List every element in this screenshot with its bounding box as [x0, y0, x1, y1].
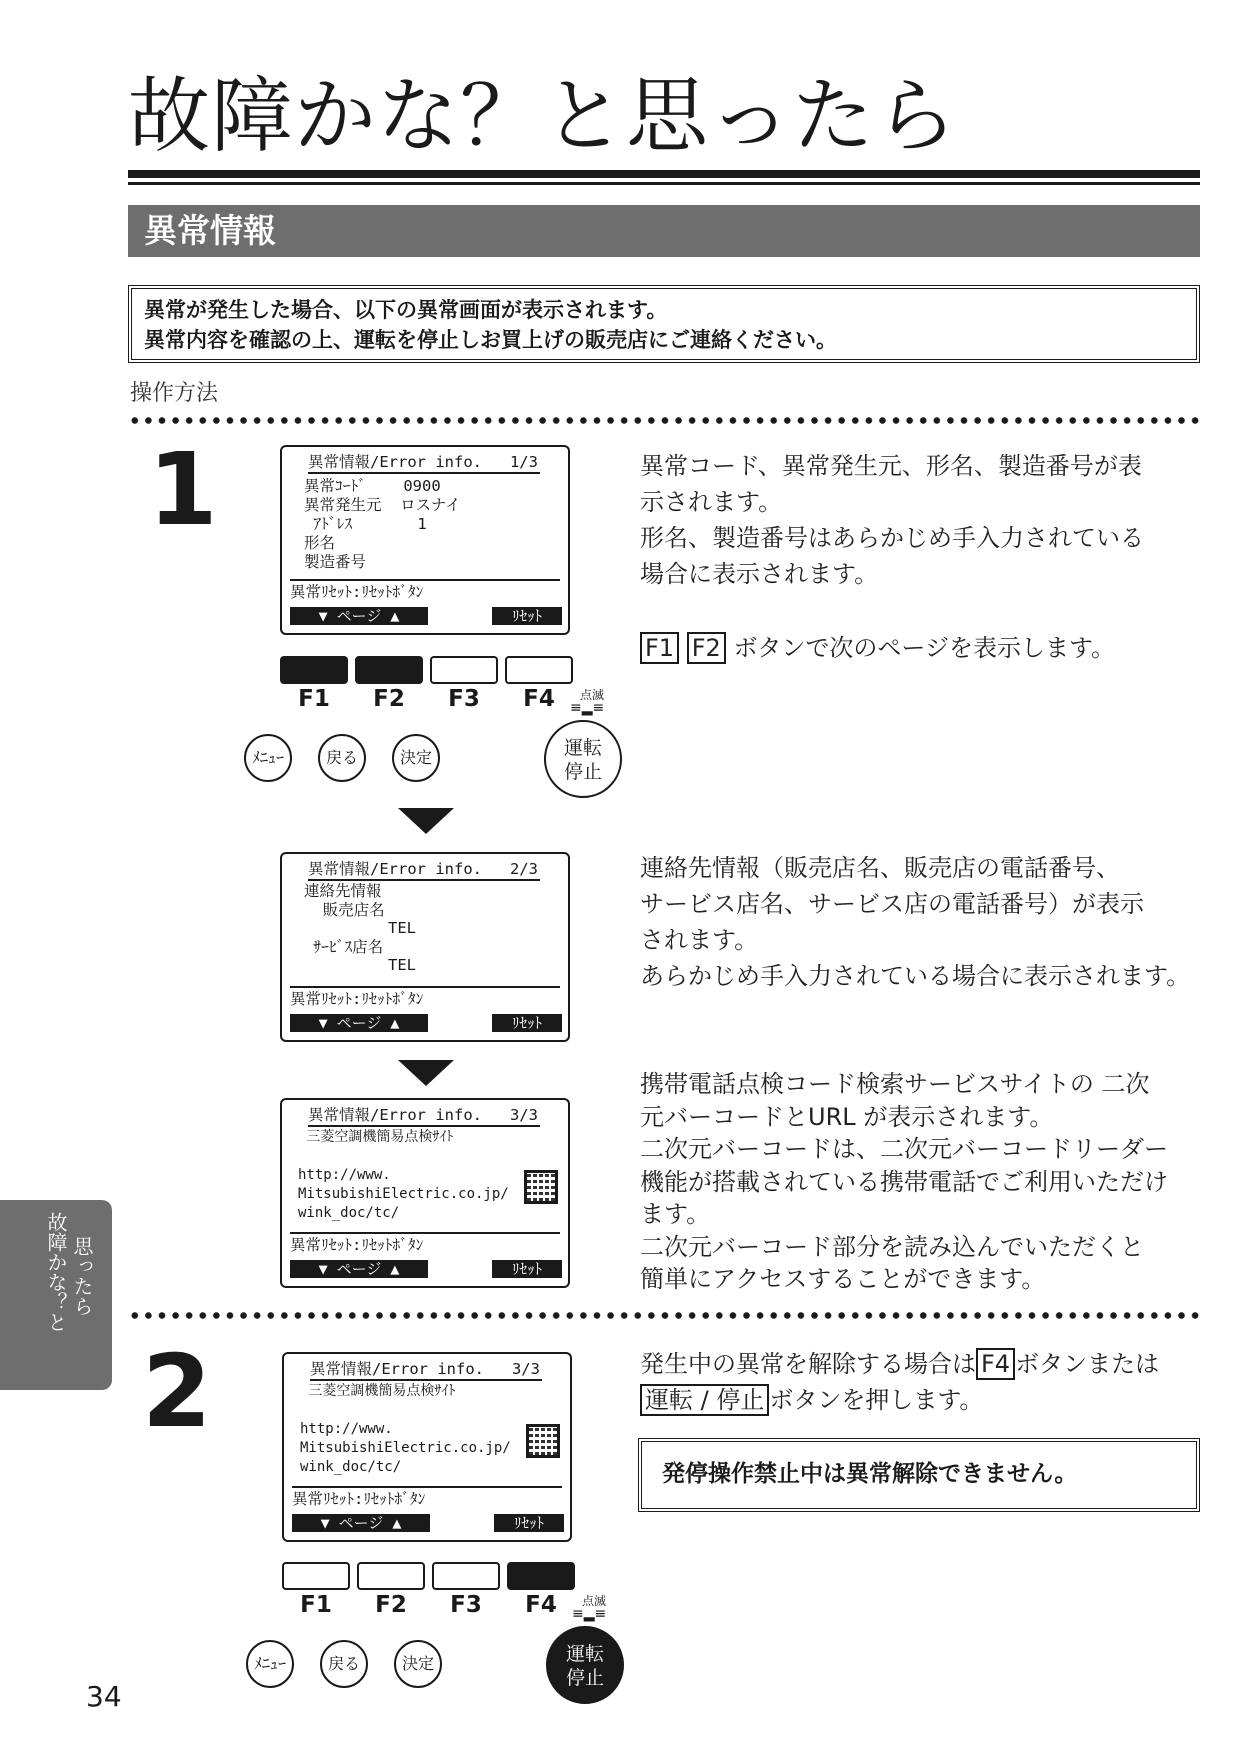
dotted-divider [128, 417, 1200, 424]
lcd-footer: 異常ﾘｾｯﾄ:ﾘｾｯﾄﾎﾞﾀﾝ [290, 986, 560, 1009]
enter-button[interactable]: 決定 [394, 1640, 442, 1688]
f3-label: F3 [450, 1592, 482, 1618]
stop-label: 停止 [563, 761, 602, 783]
lcd-body: 三菱空調機簡易点検ｻｲﾄ http://www. MitsubishiElectric.co.jp/ wink_doc/tc/ [300, 1383, 511, 1475]
lcd-page-button[interactable]: ▼ ページ ▲ [292, 1514, 430, 1532]
notice-box [128, 285, 1200, 363]
f4-key[interactable] [505, 656, 573, 684]
lcd-header: 異常情報/Error info. 1/3 [308, 453, 540, 474]
desc-line: 二次元バーコード部分を読み込んでいただくと [640, 1232, 1144, 1261]
lcd-footer: 異常ﾘｾｯﾄ:ﾘｾｯﾄﾎﾞﾀﾝ [290, 579, 560, 602]
lcd-body: 異常ｺｰﾄﾞ 0900 異常発生元 ロスナイ ｱﾄﾞﾚｽ 1 形名 製造番号 [304, 477, 461, 571]
f2-label: F2 [375, 1592, 407, 1618]
run-label: 運転 [563, 737, 602, 759]
lcd-body: 三菱空調機簡易点検ｻｲﾄ http://www. MitsubishiElectric.co.jp/ wink_doc/tc/ [298, 1129, 509, 1221]
f1-label: F1 [300, 1592, 332, 1618]
run-stop-button[interactable] [546, 1626, 624, 1704]
step1-desc-1 [640, 448, 1200, 592]
page-number: 34 [86, 1680, 122, 1713]
blink-lamp-icon: ≡▂≡ [572, 1606, 607, 1622]
desc-line: 機能が搭載されている携帯電話でご利用いただけ [640, 1167, 1168, 1196]
blink-label: 点滅 [582, 1594, 607, 1608]
f2-label: F2 [373, 686, 405, 712]
f1-key[interactable] [282, 1562, 350, 1590]
back-button[interactable]: 戻る [320, 1640, 368, 1688]
step1-desc-2 [640, 850, 1210, 994]
desc-line: 元バーコードとURL が表示されます。 [640, 1102, 1054, 1131]
side-tab-line-1: 故障かな？と [44, 1212, 68, 1332]
step2-desc [640, 1346, 1210, 1418]
lcd-header: 異常情報/Error info. 2/3 [308, 860, 540, 881]
side-tab-line-2: 思ったら [70, 1236, 94, 1316]
f1-label: F1 [298, 686, 330, 712]
operation-label: 操作方法 [130, 381, 219, 406]
lcd-screen-4 [282, 1352, 572, 1542]
desc-line: 連絡先情報（販売店名、販売店の電話番号、 [640, 854, 1120, 882]
lcd-page-button[interactable]: ▼ ページ ▲ [290, 1260, 428, 1278]
lcd-screen-1 [280, 445, 570, 635]
stop-label: 停止 [565, 1667, 604, 1689]
f4-key-ref: F4 [976, 1348, 1015, 1380]
title-rule-thin [128, 182, 1200, 185]
lcd-body: 連絡先情報 販売店名 TEL ｻｰﾋﾞｽ店名 TEL [304, 882, 416, 974]
menu-button[interactable]: ﾒﾆｭｰ [246, 1640, 294, 1688]
f2-key[interactable] [357, 1562, 425, 1590]
desc-line [640, 1346, 1210, 1382]
side-index-tab [0, 1200, 112, 1390]
desc-post: ボタンを押します。 [769, 1386, 984, 1414]
step1-desc-keys [640, 630, 1200, 666]
qr-code-icon [524, 1170, 558, 1204]
lcd-header: 異常情報/Error info. 3/3 [310, 1360, 542, 1381]
step-number-1: 1 [148, 431, 218, 548]
desc-line: 簡単にアクセスすることができます。 [640, 1265, 1046, 1293]
lcd-screen-3 [280, 1098, 570, 1288]
f3-key[interactable] [432, 1562, 500, 1590]
qr-code-icon [526, 1424, 560, 1458]
dotted-divider [128, 1312, 1200, 1319]
f4-key[interactable] [507, 1562, 575, 1590]
page-title: 故障かな？と思ったら [128, 69, 959, 164]
desc-mid: ボタンまたは [1015, 1350, 1160, 1378]
run-label: 運転 [565, 1643, 604, 1665]
desc-line: 携帯電話点検コード検索サービスサイトの 二次 [640, 1070, 1150, 1098]
f3-label: F3 [448, 686, 480, 712]
warning-box: 発停操作禁止中は異常解除できません。 [638, 1438, 1200, 1512]
f3-key[interactable] [430, 656, 498, 684]
lcd-reset-button[interactable]: ﾘｾｯﾄ [492, 1260, 562, 1278]
desc-pre: 発生中の異常を解除する場合は [640, 1350, 976, 1378]
lcd-reset-button[interactable]: ﾘｾｯﾄ [492, 607, 562, 625]
lcd-footer: 異常ﾘｾｯﾄ:ﾘｾｯﾄﾎﾞﾀﾝ [292, 1486, 562, 1509]
lcd-page-button[interactable]: ▼ ページ ▲ [290, 607, 428, 625]
blink-label: 点滅 [580, 688, 605, 702]
lcd-header: 異常情報/Error info. 3/3 [308, 1106, 540, 1127]
run-stop-key-ref: 運転 / 停止 [640, 1384, 769, 1416]
desc-keys-text: ボタンで次のページを表示します。 [733, 634, 1116, 662]
notice-line-1: 異常が発生した場合、以下の異常画面が表示されます。 [144, 298, 668, 322]
desc-line: されます。 [640, 926, 759, 954]
desc-line: 場合に表示されます。 [640, 560, 879, 588]
back-button[interactable]: 戻る [318, 734, 366, 782]
step1-desc-3 [640, 1068, 1210, 1296]
desc-line: あらかじめ手入力されている場合に表示されます。 [640, 962, 1191, 990]
f4-label: F4 [525, 1592, 557, 1618]
f1-key-ref: F1 [640, 632, 679, 664]
section-header: 異常情報 [128, 205, 1200, 257]
desc-line: 形名、製造番号はあらかじめ手入力されている [640, 524, 1144, 552]
arrow-down-icon [398, 808, 454, 834]
desc-line: 二次元バーコードは、二次元バーコードリーダー [640, 1135, 1168, 1163]
lcd-reset-button[interactable]: ﾘｾｯﾄ [492, 1014, 562, 1032]
step-number-2: 2 [142, 1333, 212, 1450]
f2-key[interactable] [355, 656, 423, 684]
f1-key[interactable] [280, 656, 348, 684]
run-stop-button[interactable] [544, 720, 622, 798]
desc-line: サービス店名、サービス店の電話番号）が表示 [640, 890, 1144, 918]
lcd-page-button[interactable]: ▼ ページ ▲ [290, 1014, 428, 1032]
f4-label: F4 [523, 686, 555, 712]
lcd-footer: 異常ﾘｾｯﾄ:ﾘｾｯﾄﾎﾞﾀﾝ [290, 1232, 560, 1255]
desc-line: 異常コード、異常発生元、形名、製造番号が表 [640, 452, 1142, 480]
desc-line [640, 1382, 1210, 1418]
title-rule [128, 170, 1200, 178]
desc-line: 示されます。 [640, 488, 783, 516]
blink-lamp-icon: ≡▂≡ [570, 700, 605, 716]
arrow-down-icon [398, 1060, 454, 1086]
lcd-screen-2 [280, 852, 570, 1042]
notice-line-2: 異常内容を確認の上、運転を停止しお買上げの販売店にご連絡ください。 [144, 328, 837, 352]
f2-key-ref: F2 [687, 632, 726, 664]
desc-line: ます。 [640, 1200, 711, 1228]
lcd-reset-button[interactable]: ﾘｾｯﾄ [494, 1514, 564, 1532]
menu-button[interactable]: ﾒﾆｭｰ [244, 734, 292, 782]
enter-button[interactable]: 決定 [392, 734, 440, 782]
